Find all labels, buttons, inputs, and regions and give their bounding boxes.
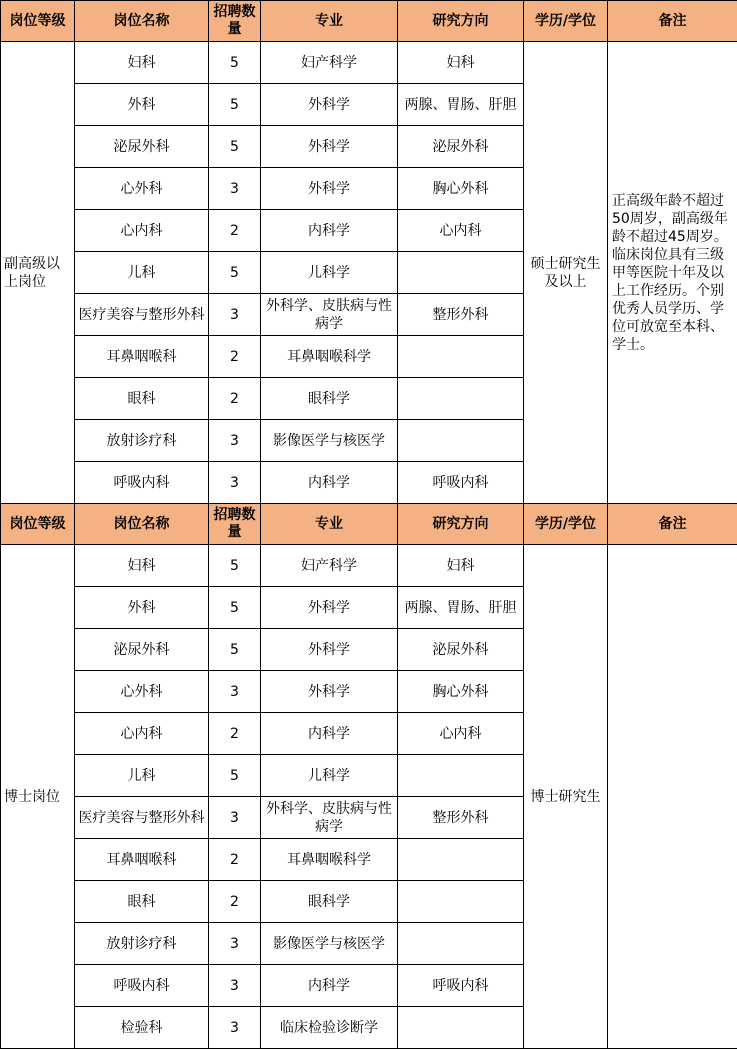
post-direction [398, 336, 524, 378]
post-direction: 心内科 [398, 713, 524, 755]
post-name: 妇科 [75, 545, 209, 587]
post-note [608, 545, 737, 1049]
post-direction: 妇科 [398, 42, 524, 84]
post-count: 2 [209, 881, 261, 923]
post-name: 耳鼻咽喉科 [75, 336, 209, 378]
header-level: 岗位等级 [1, 1, 75, 42]
post-major: 内科学 [261, 965, 398, 1007]
header-direction: 研究方向 [398, 504, 524, 545]
post-major: 外科学 [261, 587, 398, 629]
post-name: 医疗美容与整形外科 [75, 294, 209, 336]
post-major: 外科学、皮肤病与性病学 [261, 797, 398, 839]
header-post-name: 岗位名称 [75, 1, 209, 42]
post-major: 耳鼻咽喉科学 [261, 336, 398, 378]
table-body [1, 1, 737, 1049]
post-name: 泌尿外科 [75, 126, 209, 168]
post-count: 5 [209, 587, 261, 629]
post-name: 检验科 [75, 1007, 209, 1049]
post-count: 3 [209, 294, 261, 336]
post-count: 2 [209, 336, 261, 378]
post-major: 临床检验诊断学 [261, 1007, 398, 1049]
post-major: 外科学 [261, 126, 398, 168]
post-major: 影像医学与核医学 [261, 420, 398, 462]
header-note: 备注 [608, 504, 737, 545]
post-direction [398, 881, 524, 923]
post-count: 3 [209, 923, 261, 965]
post-direction [398, 420, 524, 462]
post-count: 3 [209, 1007, 261, 1049]
header-row [1, 1, 737, 42]
post-direction: 胸心外科 [398, 671, 524, 713]
post-name: 呼吸内科 [75, 462, 209, 504]
post-name: 儿科 [75, 252, 209, 294]
post-direction: 两腺、胃肠、肝胆 [398, 84, 524, 126]
post-direction: 泌尿外科 [398, 629, 524, 671]
post-major: 外科学 [261, 84, 398, 126]
post-note: 正高级年龄不超过50周岁，副高级年龄不超过45周岁。临床岗位具有三级甲等医院十年及以上工作经历。个别优秀人员学历、学位可放宽至本科、学士。 [608, 42, 737, 504]
post-name: 呼吸内科 [75, 965, 209, 1007]
post-major: 外科学 [261, 671, 398, 713]
post-name: 眼科 [75, 378, 209, 420]
header-direction: 研究方向 [398, 1, 524, 42]
post-degree: 博士研究生 [524, 545, 608, 1049]
post-name: 心外科 [75, 671, 209, 713]
post-name: 放射诊疗科 [75, 420, 209, 462]
post-name: 放射诊疗科 [75, 923, 209, 965]
post-major: 内科学 [261, 462, 398, 504]
post-count: 5 [209, 126, 261, 168]
post-major: 儿科学 [261, 755, 398, 797]
post-count: 2 [209, 839, 261, 881]
header-count: 招聘数量 [209, 504, 261, 545]
post-name: 医疗美容与整形外科 [75, 797, 209, 839]
post-count: 3 [209, 168, 261, 210]
post-count: 3 [209, 965, 261, 1007]
post-major: 眼科学 [261, 881, 398, 923]
post-count: 5 [209, 629, 261, 671]
header-major: 专业 [261, 1, 398, 42]
post-major: 耳鼻咽喉科学 [261, 839, 398, 881]
post-major: 外科学 [261, 629, 398, 671]
post-major: 妇产科学 [261, 42, 398, 84]
header-count: 招聘数量 [209, 1, 261, 42]
post-major: 内科学 [261, 713, 398, 755]
post-level: 副高级以上岗位 [1, 42, 75, 504]
post-count: 2 [209, 713, 261, 755]
post-direction: 心内科 [398, 210, 524, 252]
post-count: 3 [209, 671, 261, 713]
post-count: 5 [209, 84, 261, 126]
post-level: 博士岗位 [1, 545, 75, 1049]
post-direction: 泌尿外科 [398, 126, 524, 168]
post-major: 外科学 [261, 168, 398, 210]
post-name: 外科 [75, 587, 209, 629]
post-count: 5 [209, 252, 261, 294]
post-count: 3 [209, 462, 261, 504]
header-row [1, 504, 737, 545]
table-row [1, 42, 737, 84]
post-name: 耳鼻咽喉科 [75, 839, 209, 881]
post-direction: 胸心外科 [398, 168, 524, 210]
header-level: 岗位等级 [1, 504, 75, 545]
post-direction: 整形外科 [398, 294, 524, 336]
post-name: 儿科 [75, 755, 209, 797]
post-name: 心内科 [75, 210, 209, 252]
post-direction: 妇科 [398, 545, 524, 587]
post-direction [398, 839, 524, 881]
post-direction [398, 378, 524, 420]
post-major: 影像医学与核医学 [261, 923, 398, 965]
post-direction: 呼吸内科 [398, 965, 524, 1007]
header-major: 专业 [261, 504, 398, 545]
header-degree: 学历/学位 [524, 1, 608, 42]
post-name: 泌尿外科 [75, 629, 209, 671]
post-major: 内科学 [261, 210, 398, 252]
post-direction: 两腺、胃肠、肝胆 [398, 587, 524, 629]
post-name: 心内科 [75, 713, 209, 755]
post-direction [398, 923, 524, 965]
table-row [1, 545, 737, 587]
header-post-name: 岗位名称 [75, 504, 209, 545]
header-degree: 学历/学位 [524, 504, 608, 545]
post-direction [398, 1007, 524, 1049]
post-count: 2 [209, 210, 261, 252]
post-direction: 呼吸内科 [398, 462, 524, 504]
post-major: 儿科学 [261, 252, 398, 294]
post-count: 3 [209, 797, 261, 839]
post-direction [398, 252, 524, 294]
header-note: 备注 [608, 1, 737, 42]
post-name: 妇科 [75, 42, 209, 84]
post-name: 眼科 [75, 881, 209, 923]
post-count: 2 [209, 378, 261, 420]
post-count: 3 [209, 420, 261, 462]
post-count: 5 [209, 545, 261, 587]
post-name: 心外科 [75, 168, 209, 210]
post-degree: 硕士研究生及以上 [524, 42, 608, 504]
post-count: 5 [209, 42, 261, 84]
post-major: 外科学、皮肤病与性病学 [261, 294, 398, 336]
post-direction [398, 755, 524, 797]
post-direction: 整形外科 [398, 797, 524, 839]
post-major: 妇产科学 [261, 545, 398, 587]
post-name: 外科 [75, 84, 209, 126]
post-major: 眼科学 [261, 378, 398, 420]
post-count: 5 [209, 755, 261, 797]
